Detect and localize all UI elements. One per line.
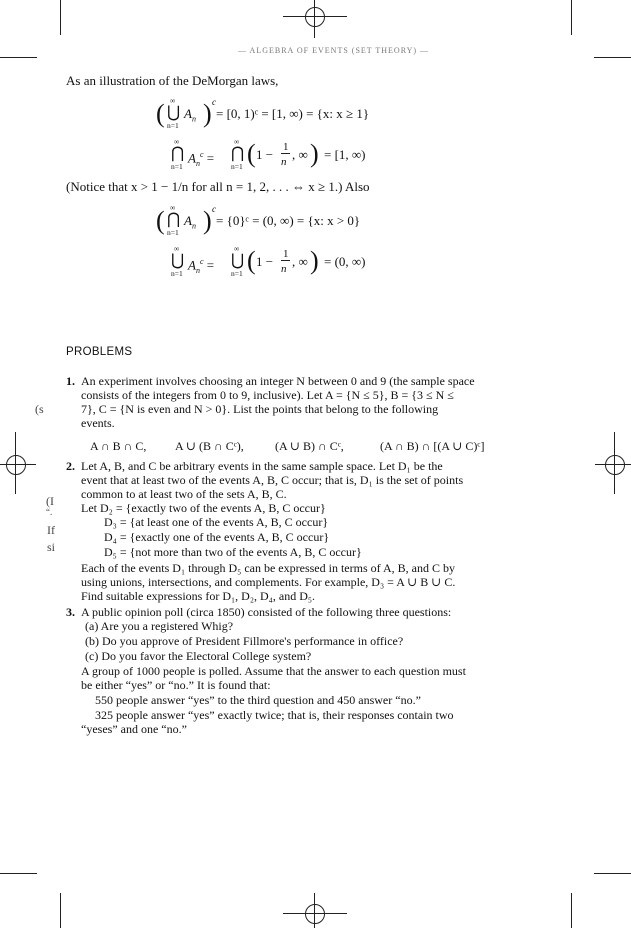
running-head: — ALGEBRA OF EVENTS (SET THEORY) —: [238, 46, 430, 55]
margin-fragment: si: [47, 540, 56, 554]
notice-text: (Notice that x > 1 − 1/n for all n = 1, 2, . . . ⇔ x ≥ 1.) Also: [66, 179, 370, 194]
crop-mark-right-bottom: [594, 873, 631, 874]
equation-1-rhs: = [0, 1)ᶜ = [1, ∞) = {x: x ≥ 1}: [216, 106, 370, 121]
equation-3-rhs: = {0}ᶜ = (0, ∞) = {x: x > 0}: [216, 213, 361, 228]
margin-fragment: (s: [35, 402, 44, 416]
event-expression: A ∩ B ∩ C,: [90, 439, 147, 453]
margin-fragment: If: [47, 523, 55, 537]
crop-mark-left-top: [0, 57, 37, 58]
event-expression: (A ∪ B) ∩ Cᶜ,: [275, 439, 344, 453]
problems-heading: PROBLEMS: [66, 346, 133, 358]
crop-mark-top-left: [60, 0, 61, 35]
crop-mark-top-right: [571, 0, 572, 35]
margin-fragment: (I: [46, 494, 54, 508]
margin-fragment: “.: [46, 507, 53, 517]
crop-mark-right-top: [594, 57, 631, 58]
crop-mark-bottom-left: [60, 893, 61, 928]
event-expression: A ∪ (B ∩ Cᶜ),: [175, 439, 244, 453]
crop-mark-bottom-right: [571, 893, 572, 928]
intro-text: As an illustration of the DeMorgan laws,: [66, 73, 279, 88]
event-expression: (A ∩ B) ∩ [(A ∪ C)ᶜ]: [380, 439, 485, 453]
crop-mark-left-bottom: [0, 873, 37, 874]
equation-2-rhs: = [1, ∞): [324, 147, 366, 162]
equation-4-rhs: = (0, ∞): [324, 254, 366, 269]
